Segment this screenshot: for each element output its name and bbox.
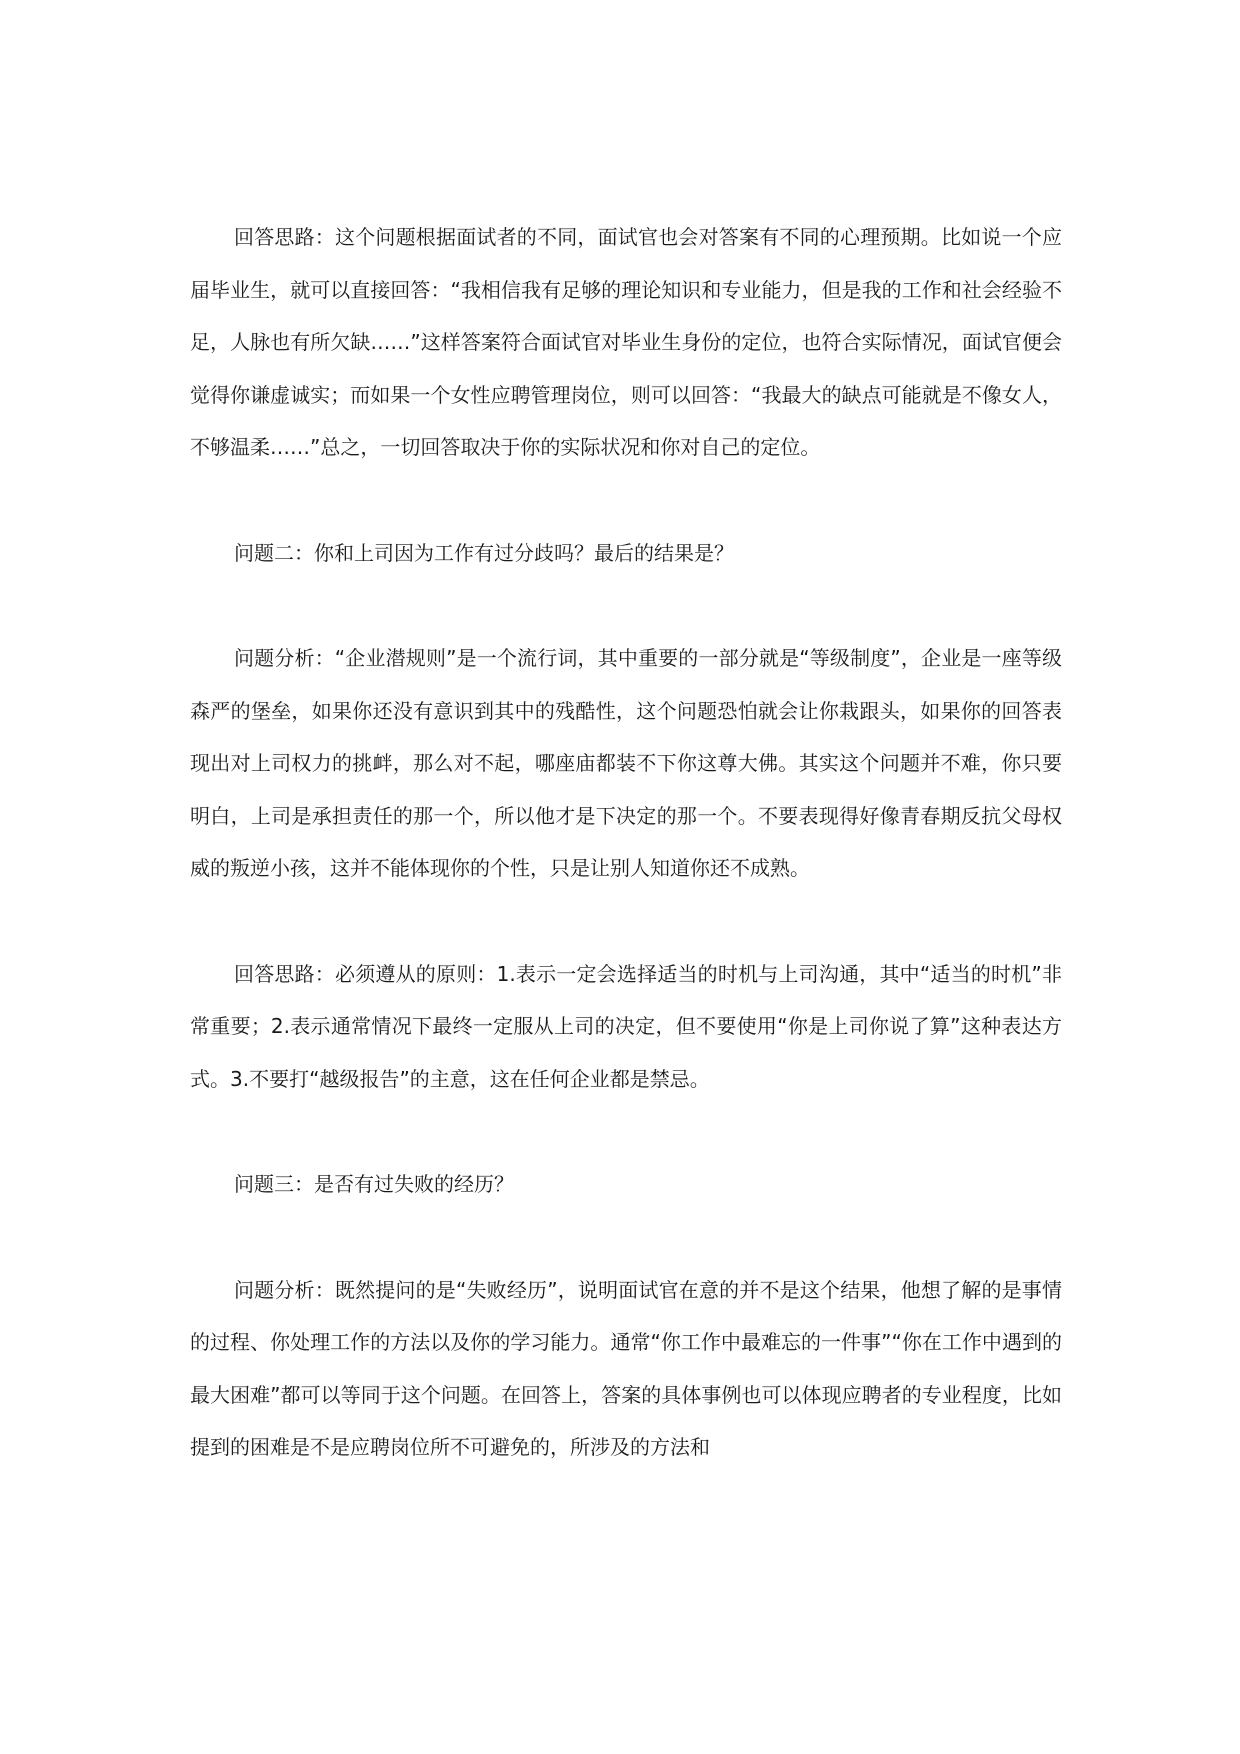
document-body xyxy=(190,211,1062,1527)
paragraph-question-analysis-2: 问题分析：“企业潜规则”是一个流行词，其中重要的一部分就是“等级制度”，企业是一座等级森严的堡垒，如果你还没有意识到其中的残酷性，这个问题恐怕就会让你栽跟头，如果你的回答表现出对上司权力的挑衅，那么对不起，哪座庙都装不下你这尊大佛。其实这个问题并不难，你只要明白，上司是承担责任的那一个，所以他才是下决定的那一个。不要表现得好像青春期反抗父母权威的叛逆小孩，这并不能体现你的个性，只是让别人知道你还不成熟。 xyxy=(190,646,1062,880)
paragraph-question-three: 问题三：是否有过失败的经历？ xyxy=(234,1172,514,1196)
paragraph-answer-approach-1: 回答思路：这个问题根据面试者的不同，面试官也会对答案有不同的心理预期。比如说一个应届毕业生，就可以直接回答：“我相信我有足够的理论知识和专业能力，但是我的工作和社会经验不足，人脉也有所欠缺……”这样答案符合面试官对毕业生身份的定位，也符合实际情况，面试官便会觉得你谦虚诚实；而如果一个女性应聘管理岗位，则可以回答：“我最大的缺点可能就是不像女人，不够温柔……”总之，一切回答取决于你的实际状况和你对自己的定位。 xyxy=(190,225,1062,459)
paragraph-question-analysis-3: 问题分析：既然提问的是“失败经历”，说明面试官在意的并不是这个结果，他想了解的是事情的过程、你处理工作的方法以及你的学习能力。通常“你工作中最难忘的一件事”“你在工作中遇到的最大困难”都可以等同于这个问题。在回答上，答案的具体事例也可以体现应聘者的专业程度，比如提到的困难是不是应聘岗位所不可避免的，所涉及的方法和 xyxy=(190,1277,1062,1459)
paragraph-answer-approach-2: 回答思路：必须遵从的原则：1.表示一定会选择适当的时机与上司沟通，其中“适当的时机”非常重要；2.表示通常情况下最终一定服从上司的决定，但不要使用“你是上司你说了算”这种表达方式。3.不要打“越级报告”的主意，这在任何企业都是禁忌。 xyxy=(190,961,1062,1091)
paragraph-question-two: 问题二：你和上司因为工作有过分歧吗？最后的结果是？ xyxy=(234,540,734,565)
